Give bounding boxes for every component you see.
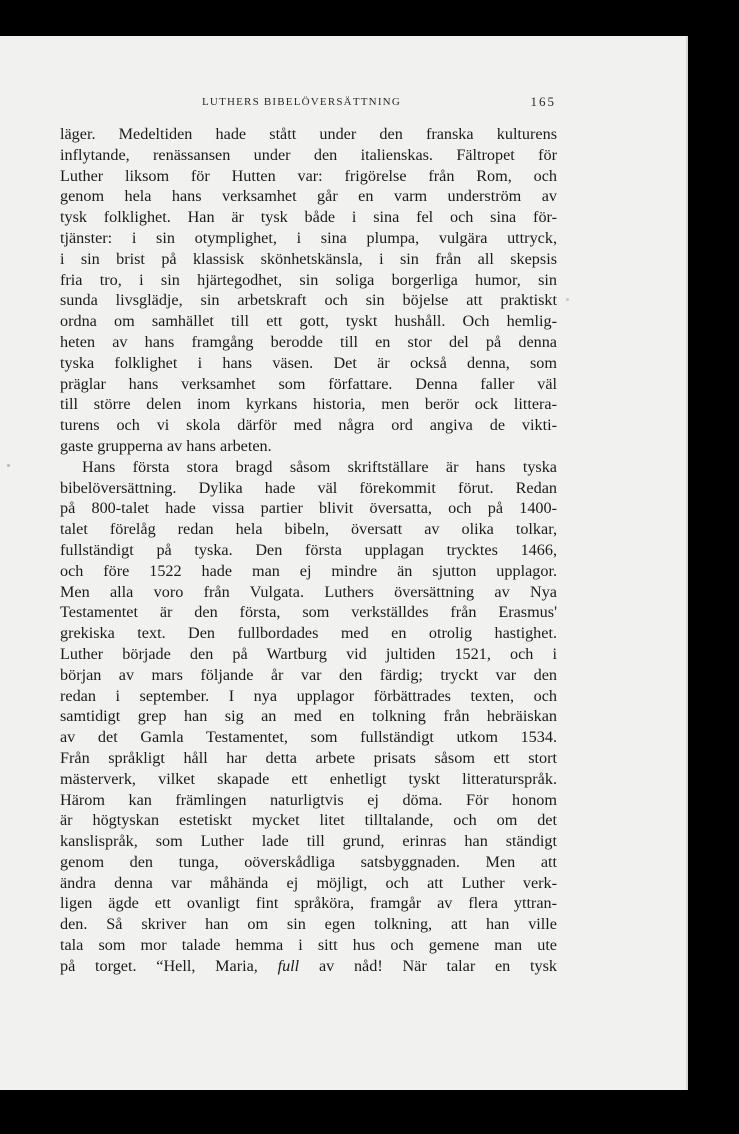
text-line: i sin brist på klassisk skönhetskänsla, i sin från all skepsis [60, 249, 557, 268]
text-line: fria tro, i sin hjärtegodhet, sin soliga borgerliga humor, sin [60, 270, 557, 289]
body-text [60, 124, 557, 977]
text-run: på torget. “Hell, Maria, [60, 956, 258, 975]
text-line: till större delen inom kyrkans historia, men berör ock littera- [60, 395, 557, 414]
text-line: tyska folklighet i hans väsen. Det är också denna, som [60, 353, 557, 372]
paper-speck [566, 298, 569, 301]
running-title: LUTHERS BIBELÖVERSÄTTNING [202, 96, 401, 108]
text-line: turens och vi skola därför med några ord angiva de vikti- [60, 416, 557, 435]
paragraph-start-line: Hans första stora bragd såsom skriftställare är hans tyska [82, 457, 557, 476]
text-line: den. Så skriver han om sin egen tolkning, att han ville [60, 915, 557, 934]
text-line: läger. Medeltiden hade stått under den franska kulturens [60, 125, 557, 143]
text-line: ändra denna var måhända ej möjligt, och att Luther verk- [60, 873, 557, 892]
text-run: av nåd! När talar en tysk [318, 956, 558, 975]
text-line: tala som mor talade hemma i sitt hus och gemene man ute [60, 936, 557, 955]
text-line: Testamentet är den första, som verkställdes från Erasmus' [60, 603, 557, 622]
text-line: redan i september. I nya upplagor förbättrades texten, och [60, 686, 557, 705]
text-line: av det Gamla Testamentet, som fullständigt utkom 1534. [60, 728, 557, 747]
page-header [60, 96, 556, 112]
text-line: genom hela hans verksamhet går en varm underström av [60, 187, 557, 206]
text-line: samtidigt grep han sig an med en tolkning från hebräiskan [60, 707, 557, 726]
text-line: mästerverk, vilket skapade ett enhetligt tyskt litteraturspråk. [60, 769, 557, 788]
text-line: början av mars följande år var den färdig; tryckt var den [60, 665, 557, 684]
text-line: sunda livsglädje, sin arbetskraft och sin böjelse att praktiskt [60, 291, 557, 310]
text-line: Men alla voro från Vulgata. Luthers översättning av Nya [60, 582, 557, 601]
text-line: grekiska text. Den fullbordades med en otrolig hastighet. [60, 624, 557, 643]
italic-word: full [277, 956, 300, 975]
text-line: Luther började den på Wartburg vid jultiden 1521, och i [60, 644, 557, 663]
text-line: tjänster: i sin otymplighet, i sina plumpa, vulgära uttryck, [60, 228, 557, 247]
text-line: talet förelåg redan hela bibeln, översatt av olika tolkar, [60, 520, 557, 539]
text-line: och före 1522 hade man ej mindre än sjutton upplagor. [60, 561, 557, 580]
text-line: genom den tunga, oöverskådliga satsbyggnaden. Men att [60, 852, 557, 871]
text-line: heten av hans framgång berodde till en stor del på denna [60, 332, 557, 351]
paragraph-end-line: gaste grupperna av hans arbeten. [60, 436, 272, 455]
text-line: Härom kan främlingen naturligtvis ej döma. För honom [60, 790, 557, 809]
page-number: 165 [530, 94, 556, 109]
text-line: ligen ägde ett ovanligt fint språköra, framgår av flera yttran- [60, 894, 557, 913]
text-line: präglar hans verksamhet som författare. Denna faller väl [60, 374, 557, 393]
text-line: Luther liksom för Hutten var: frigörelse från Rom, och [60, 166, 557, 185]
text-line [60, 956, 557, 977]
text-line: är högtyskan estetiskt mycket litet tilltalande, och om det [60, 811, 557, 830]
text-line: kanslispråk, som Luther lade till grund, erinras han ständigt [60, 832, 557, 851]
text-line: ordna om samhället till ett gott, tyskt hushåll. Och hemlig- [60, 312, 557, 331]
text-line: fullständigt på tyska. Den första upplagan trycktes 1466, [60, 540, 557, 559]
text-line: Från språkligt håll har detta arbete prisats såsom ett stort [60, 748, 557, 767]
text-line: inflytande, renässansen under den italienskas. Fältropet för [60, 145, 557, 164]
paper-speck [7, 464, 10, 467]
text-line: på 800-talet hade vissa partier blivit översatta, och på 1400- [60, 499, 557, 518]
book-page [0, 36, 688, 1090]
text-line: tysk folklighet. Han är tysk både i sina fel och sina för- [60, 208, 557, 227]
text-line: bibelöversättning. Dylika hade väl förekommit förut. Redan [60, 478, 557, 497]
